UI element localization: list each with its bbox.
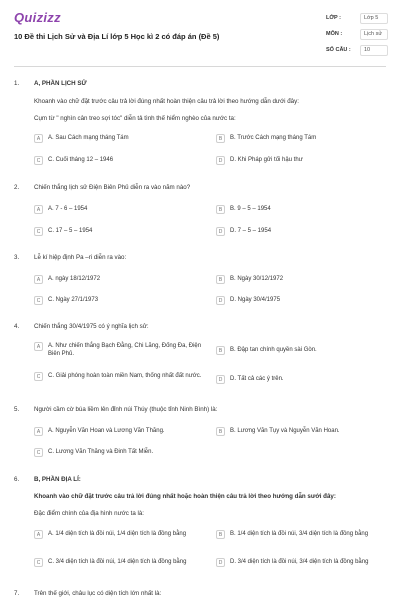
question-1 <box>14 80 374 88</box>
question-number: 2. <box>14 184 20 191</box>
option-c[interactable]: C C. Lương Văn Thăng và Đinh Tất Miễn. <box>34 448 204 457</box>
header-divider <box>14 66 386 67</box>
option-d[interactable]: D D. 7 – 5 – 1954 <box>216 227 386 236</box>
option-letter-b: B <box>216 134 225 143</box>
question-prompt: Cụm từ " nghìn cân treo sợi tóc" diễn tả tình thế hiểm nghèo của nước ta: <box>34 115 236 122</box>
option-letter-c: C <box>34 296 43 305</box>
option-letter-c: C <box>34 372 43 381</box>
question-text: Chiến thắng lịch sử Điện Biên Phủ diễn ra vào năm nào? <box>34 184 191 191</box>
option-b[interactable]: B B. Ngày 30/12/1972 <box>216 275 386 284</box>
option-letter-d: D <box>216 227 225 236</box>
option-c[interactable]: C C. Giải phóng hoàn toàn miền Nam, thống nhất đất nước. <box>34 372 204 381</box>
document-title: 10 Đề thi Lịch Sử và Địa Lí lớp 5 Học kì 2 có đáp án (Đề 5) <box>14 32 220 41</box>
question-text: B, PHẦN ĐỊA LÍ: <box>34 476 81 483</box>
option-letter-a: A <box>34 205 43 214</box>
question-number: 6. <box>14 476 20 483</box>
question-7 <box>14 590 374 598</box>
question-number: 1. <box>14 80 20 87</box>
option-d[interactable]: D D. Khi Pháp gửi tối hậu thư <box>216 156 386 165</box>
option-letter-d: D <box>216 156 225 165</box>
option-letter-b: B <box>216 275 225 284</box>
quizizz-logo: Quizizz <box>14 10 61 25</box>
option-letter-c: C <box>34 156 43 165</box>
option-b[interactable]: B B. Lương Văn Tụy và Nguyễn Văn Hoan. <box>216 427 386 436</box>
question-instruction: Khoanh vào chữ đặt trước câu trả lời đúng nhất hoàn thiện câu trả lời theo hướng dẫn dưới đây: <box>34 98 299 105</box>
question-text: A, PHẦN LỊCH SỬ <box>34 80 87 87</box>
option-letter-a: A <box>34 134 43 143</box>
option-a[interactable]: A A. Như chiến thắng Bạch Đằng, Chi Lăng, Đống Đa, Điện Biên Phủ. <box>34 342 204 358</box>
option-a[interactable]: A A. 1/4 diện tích là đồi núi, 1/4 diện tích là đồng bằng <box>34 530 204 539</box>
question-number: 3. <box>14 254 20 261</box>
option-d[interactable]: D D. 3/4 diện tích là đồi núi, 3/4 diện tích là đồng bằng <box>216 558 386 567</box>
option-letter-b: B <box>216 205 225 214</box>
option-letter-c: C <box>34 448 43 457</box>
meta-socau-value: 10 <box>360 45 388 56</box>
option-b[interactable]: B B. Trước Cách mạng tháng Tám <box>216 134 386 143</box>
meta-mon-value: Lịch sử <box>360 29 388 40</box>
option-d[interactable]: D D. Tất cả các ý trên. <box>216 375 386 384</box>
option-letter-a: A <box>34 530 43 539</box>
option-c[interactable]: C C. Ngày 27/1/1973 <box>34 296 204 305</box>
option-letter-b: B <box>216 427 225 436</box>
question-5 <box>14 406 374 414</box>
question-text: Lễ kí hiệp định Pa –ri diễn ra vào: <box>34 254 127 261</box>
option-a[interactable]: A A. Sau Cách mạng tháng Tám <box>34 134 204 143</box>
option-letter-a: A <box>34 427 43 436</box>
option-letter-b: B <box>216 346 225 355</box>
meta-lop-value: Lớp 5 <box>360 13 388 24</box>
meta-mon-label: MÔN : <box>326 31 343 37</box>
option-letter-b: B <box>216 530 225 539</box>
option-letter-d: D <box>216 296 225 305</box>
option-a[interactable]: A A. Nguyễn Văn Hoan và Lương Văn Thăng. <box>34 427 204 436</box>
meta-lop-label: LỚP : <box>326 15 341 21</box>
option-c[interactable]: C C. Cuối tháng 12 – 1946 <box>34 156 204 165</box>
option-b[interactable]: B B. 9 – 5 – 1954 <box>216 205 386 214</box>
option-letter-c: C <box>34 558 43 567</box>
option-c[interactable]: C C. 3/4 diện tích là đồi núi, 1/4 diện tích là đồng bằng <box>34 558 204 567</box>
option-letter-c: C <box>34 227 43 236</box>
option-letter-a: A <box>34 342 43 351</box>
question-2 <box>14 184 374 192</box>
question-text: Trên thế giới, châu lục có diện tích lớn nhất là: <box>34 590 162 597</box>
question-3 <box>14 254 374 262</box>
question-number: 7. <box>14 590 20 597</box>
option-letter-d: D <box>216 375 225 384</box>
option-b[interactable]: B B. 1/4 diện tích là đồi núi, 3/4 diện tích là đồng bằng <box>216 530 386 539</box>
question-number: 4. <box>14 323 20 330</box>
question-instruction: Khoanh vào chữ đặt trước câu trả lời đúng nhất hoặc hoàn thiện câu trả lời theo hướng dẫn sưới đây: <box>34 493 336 500</box>
option-a[interactable]: A A. 7 - 6 – 1954 <box>34 205 204 214</box>
meta-socau-label: SỐ CÂU : <box>326 47 351 53</box>
option-d[interactable]: D D. Ngày 30/4/1975 <box>216 296 386 305</box>
option-letter-d: D <box>216 558 225 567</box>
question-text: Chiến thắng 30/4/1975 có ý nghĩa lịch sử: <box>34 323 149 330</box>
question-number: 5. <box>14 406 20 413</box>
option-a[interactable]: A A. ngày 18/12/1972 <box>34 275 204 284</box>
option-b[interactable]: B B. Đập tan chính quyền sài Gòn. <box>216 346 386 355</box>
question-text: Người cầm cờ búa liềm lên đỉnh núi Thúy (thuộc tỉnh Ninh Bình) là: <box>34 406 218 413</box>
option-c[interactable]: C C. 17 – 5 – 1954 <box>34 227 204 236</box>
option-letter-a: A <box>34 275 43 284</box>
question-4 <box>14 323 374 331</box>
question-6 <box>14 476 374 484</box>
question-prompt: Đặc điểm chính của địa hình nước ta là: <box>34 510 145 517</box>
